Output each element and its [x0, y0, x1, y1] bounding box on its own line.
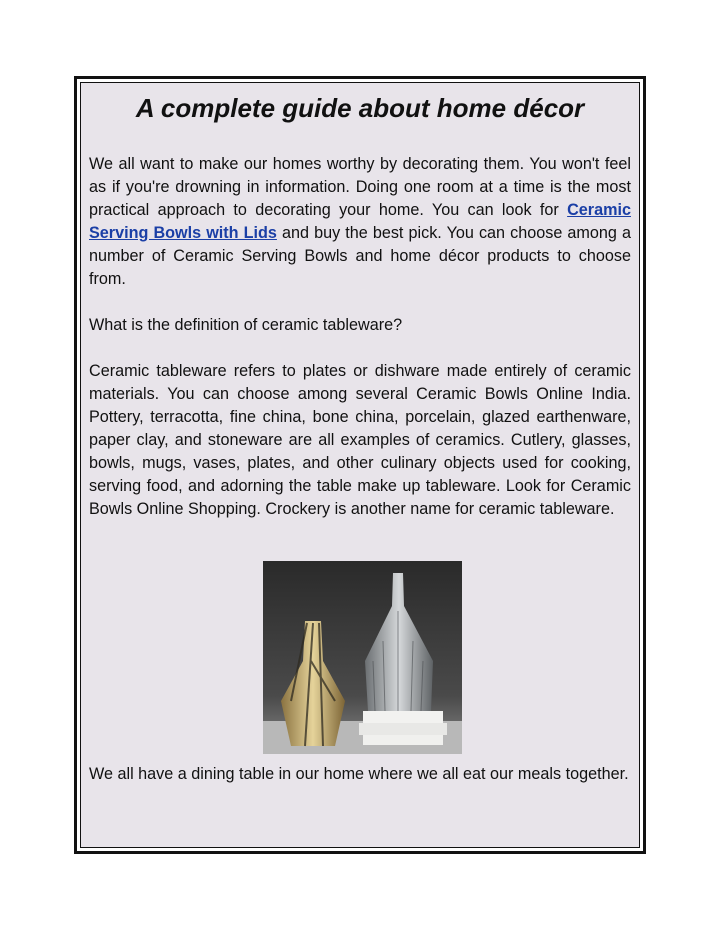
definition-paragraph: Ceramic tableware refers to plates or dishware made entirely of ceramic materials. You can choose among several Ceramic Bowls Online India. Pottery, terracotta, fine china, bone china, porcelain, glazed earthenware, paper clay, and stoneware are all examples of ceramics. Cutlery, glasses, bowls, mugs, vases, plates, and other culinary objects used for cooking, serving food, and adorning the table make up tableware. Look for Ceramic Bowls Online Shopping. Crockery is another name for ceramic tableware. — [89, 362, 631, 518]
page-title: A complete guide about home décor — [135, 93, 585, 123]
page-border-inner — [80, 82, 640, 848]
intro-text-after-link: and buy the best pick. You can choose among a number of Ceramic Serving Bowls and home décor products to choose from. — [89, 224, 631, 288]
intro-paragraph — [89, 153, 631, 291]
article-body — [89, 153, 631, 544]
intro-text-before-link: We all want to make our homes worthy by decorating them. You won't feel as if you're drowning in information. Doing one room at a time is the most practical approach to decorating your home. You can look for — [89, 155, 631, 219]
ceramic-vases-photo — [263, 561, 462, 754]
ceramic-serving-bowls-link[interactable]: Ceramic Serving Bowls with Lids — [89, 201, 631, 242]
question-heading: What is the definition of ceramic tableware? — [89, 316, 403, 334]
page-border-outer — [74, 76, 646, 854]
dining-table-paragraph: We all have a dining table in our home where we all eat our meals together. — [89, 765, 629, 783]
